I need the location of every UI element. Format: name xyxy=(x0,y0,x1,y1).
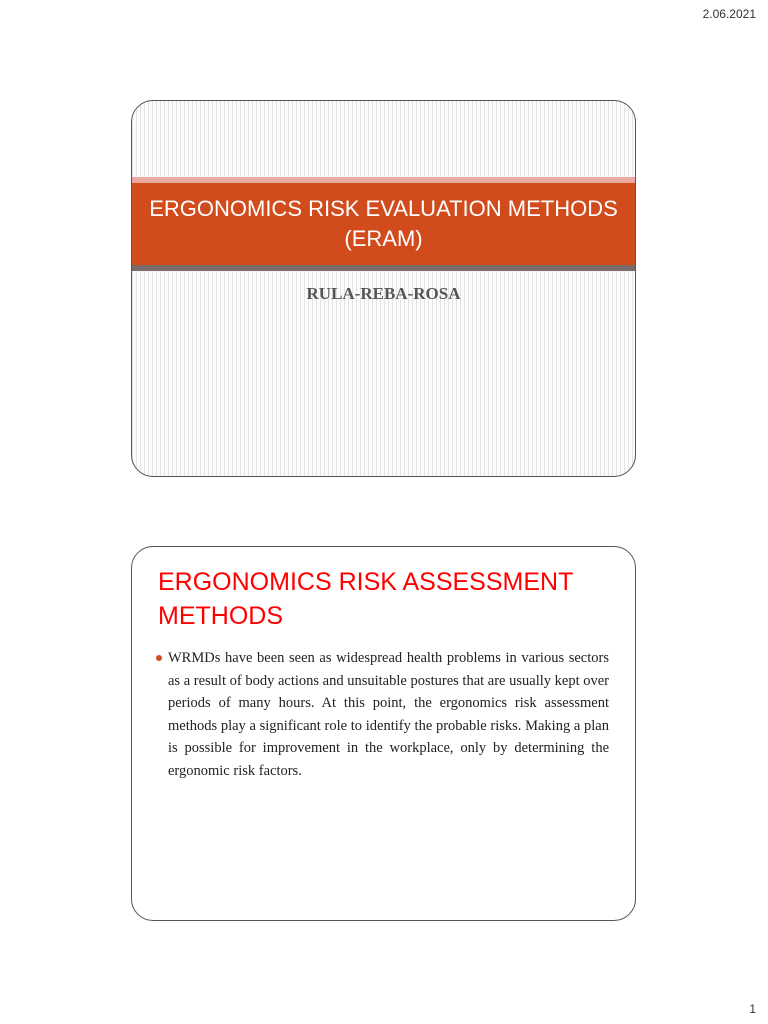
slide-heading: ERGONOMICS RISK ASSESSMENT METHODS xyxy=(158,568,573,630)
bullet-item xyxy=(156,647,609,782)
slide-title-text: ERGONOMICS RISK EVALUATION METHODS (ERAM) xyxy=(149,196,618,251)
bullet-text: WRMDs have been seen as widespread health problems in various sectors as a result of body actions and unsuitable postures that are usually kept over periods of many hours. At this point, the ergonomics risk assessment methods play a significant role to identify the probable risks. Making a plan is possible for improvement in the workplace, only by determining the ergonomic risk factors. xyxy=(168,650,609,779)
page-number: 1 xyxy=(749,1002,756,1016)
page-date: 2.06.2021 xyxy=(702,7,756,21)
title-band xyxy=(132,183,635,265)
bullet-icon xyxy=(156,655,162,661)
slide-subtitle: RULA-REBA-ROSA xyxy=(306,284,461,303)
slide-title xyxy=(131,100,636,477)
slide-content xyxy=(131,546,636,921)
title-band-accent-bottom xyxy=(132,265,635,271)
